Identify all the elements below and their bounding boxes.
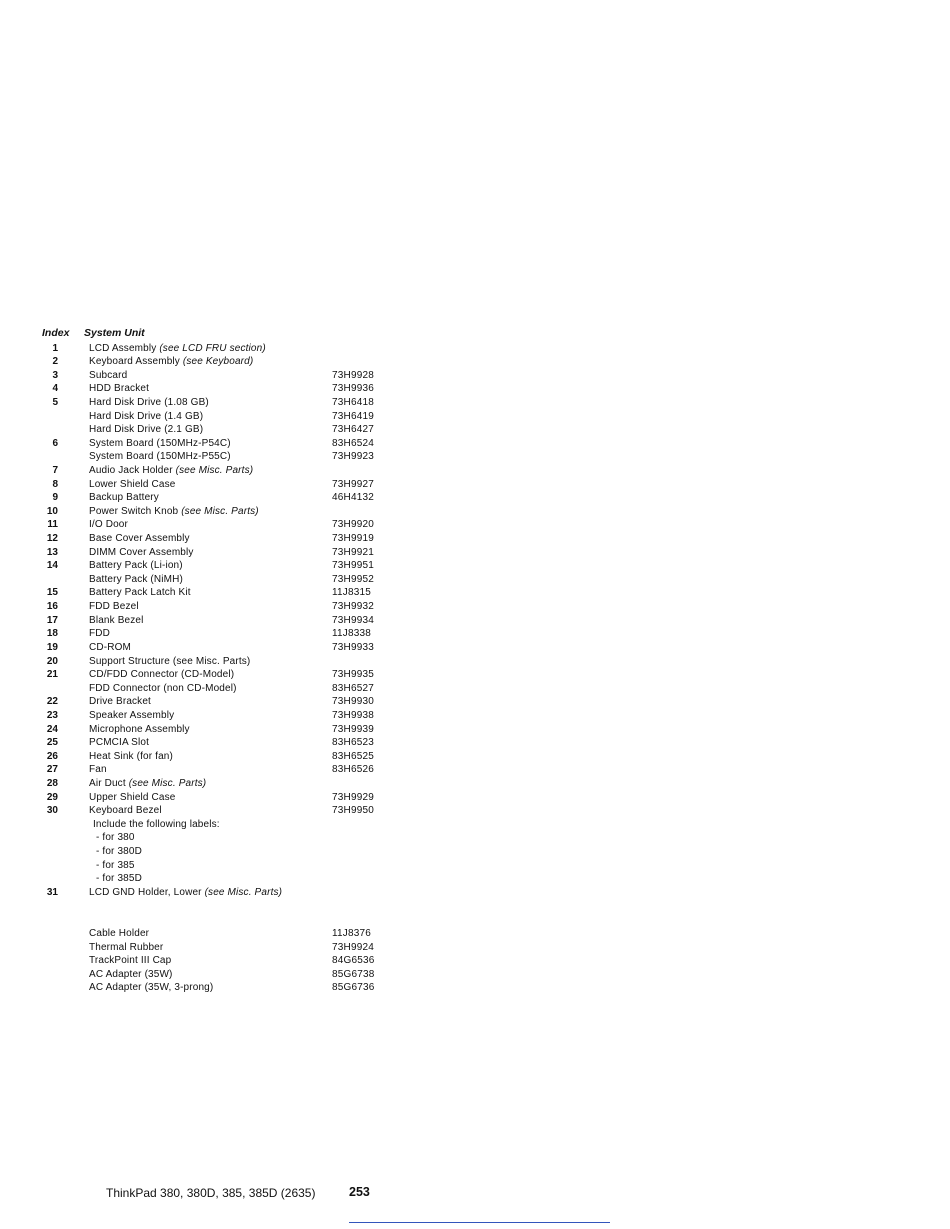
item-part-number: 73H9935 bbox=[332, 669, 374, 681]
item-index: 14 bbox=[46, 560, 58, 572]
item-part-number: 83H6526 bbox=[332, 764, 374, 776]
table-row bbox=[0, 478, 420, 492]
item-index: 31 bbox=[46, 886, 58, 898]
table-row bbox=[0, 655, 420, 669]
item-description-text: Microphone Assembly bbox=[89, 723, 190, 735]
item-description-text: TrackPoint III Cap bbox=[89, 955, 172, 967]
table-row bbox=[0, 927, 420, 941]
item-description-text: Battery Pack Latch Kit bbox=[89, 587, 191, 599]
item-part-number: 73H9950 bbox=[332, 805, 374, 817]
item-description-text: Base Cover Assembly bbox=[89, 533, 190, 545]
item-description-text: Backup Battery bbox=[89, 492, 159, 504]
item-description bbox=[89, 655, 250, 669]
item-description-text: Lower Shield Case bbox=[89, 478, 176, 490]
item-reference-note: (see Misc. Parts) bbox=[128, 778, 207, 789]
item-index: 5 bbox=[52, 396, 58, 408]
item-description bbox=[89, 777, 206, 791]
item-index: 17 bbox=[46, 614, 58, 626]
item-part-number: 73H9929 bbox=[332, 791, 374, 803]
item-index: 13 bbox=[46, 546, 58, 558]
item-part-number: 73H9930 bbox=[332, 696, 374, 708]
item-description bbox=[96, 845, 142, 859]
item-part-number: 85G6736 bbox=[332, 982, 375, 994]
item-description bbox=[89, 450, 231, 464]
table-row bbox=[0, 872, 420, 886]
item-part-number: 73H9933 bbox=[332, 641, 374, 653]
table-row bbox=[0, 600, 420, 614]
item-part-number: 73H6418 bbox=[332, 396, 374, 408]
item-description bbox=[89, 886, 282, 900]
item-description-text: - for 380D bbox=[96, 846, 142, 858]
item-index: 1 bbox=[52, 342, 58, 354]
additional-parts-list bbox=[0, 927, 420, 995]
item-description bbox=[96, 859, 135, 873]
item-index: 16 bbox=[46, 601, 58, 613]
item-description-text: AC Adapter (35W, 3-prong) bbox=[89, 982, 214, 994]
item-description-text: Blank Bezel bbox=[89, 614, 144, 626]
item-index: 7 bbox=[52, 464, 58, 476]
item-description bbox=[89, 763, 107, 777]
item-description-text: Hard Disk Drive (1.4 GB) bbox=[89, 410, 204, 422]
item-description-text: I/O Door bbox=[89, 519, 128, 531]
table-row bbox=[0, 573, 420, 587]
item-part-number: 73H9951 bbox=[332, 560, 374, 572]
item-description-text: Cable Holder bbox=[89, 928, 150, 939]
table-row bbox=[0, 369, 420, 383]
item-description-text: System Board (150MHz-P55C) bbox=[89, 451, 231, 463]
item-description bbox=[96, 872, 142, 886]
table-row bbox=[0, 845, 420, 859]
table-row bbox=[0, 682, 420, 696]
item-part-number: 11J8315 bbox=[332, 587, 372, 599]
table-row bbox=[0, 410, 420, 424]
table-row bbox=[0, 627, 420, 641]
parts-list bbox=[0, 342, 420, 900]
item-description-text: - for 385 bbox=[96, 859, 135, 871]
footer-title: ThinkPad 380, 380D, 385, 385D (2635) bbox=[106, 1186, 316, 1200]
item-description bbox=[93, 818, 220, 832]
section-title: System Unit bbox=[84, 327, 145, 339]
item-index: 29 bbox=[46, 791, 58, 803]
item-part-number: 73H9938 bbox=[332, 709, 374, 721]
item-description-text: Include the following labels: bbox=[93, 818, 220, 830]
item-description bbox=[89, 954, 171, 968]
table-row bbox=[0, 804, 420, 818]
item-description-text: Speaker Assembly bbox=[89, 709, 175, 721]
footer-rule bbox=[349, 1222, 610, 1223]
table-row bbox=[0, 491, 420, 505]
table-row bbox=[0, 518, 420, 532]
item-part-number: 73H9927 bbox=[332, 478, 374, 490]
item-description bbox=[96, 831, 135, 845]
item-part-number: 73H9923 bbox=[332, 451, 374, 463]
table-row bbox=[0, 709, 420, 723]
item-description-text: Fan bbox=[89, 764, 107, 776]
item-reference-note: (see Misc. Parts) bbox=[204, 886, 283, 898]
item-description-text: Upper Shield Case bbox=[89, 791, 176, 803]
item-description-text: Hard Disk Drive (2.1 GB) bbox=[89, 424, 204, 436]
item-description bbox=[89, 410, 203, 424]
item-description bbox=[89, 682, 237, 696]
item-description-text: - for 380 bbox=[96, 832, 135, 844]
item-description-text: - for 385D bbox=[96, 873, 142, 885]
table-row bbox=[0, 559, 420, 573]
table-row bbox=[0, 546, 420, 560]
item-description bbox=[89, 546, 194, 560]
table-row bbox=[0, 423, 420, 437]
item-index: 30 bbox=[46, 805, 58, 817]
item-index: 8 bbox=[52, 478, 58, 490]
item-description-text: FDD Connector (non CD-Model) bbox=[89, 682, 237, 694]
item-part-number: 73H9920 bbox=[332, 519, 374, 531]
item-description-text: HDD Bracket bbox=[89, 383, 149, 395]
item-reference-note: (see Keyboard) bbox=[182, 356, 254, 368]
item-description-text: Air Duct bbox=[89, 778, 129, 789]
item-description-text: Keyboard Assembly bbox=[89, 356, 183, 368]
item-index: 9 bbox=[52, 492, 58, 504]
item-part-number: 85G6738 bbox=[332, 968, 375, 980]
item-description bbox=[89, 532, 190, 546]
item-description bbox=[89, 695, 151, 709]
item-part-number: 73H9932 bbox=[332, 601, 374, 613]
item-description-text: Heat Sink (for fan) bbox=[89, 750, 173, 762]
item-index: 12 bbox=[46, 533, 58, 545]
item-description-text: AC Adapter (35W) bbox=[89, 968, 173, 980]
item-description-text: Battery Pack (NiMH) bbox=[89, 573, 183, 585]
item-index: 18 bbox=[46, 628, 58, 640]
table-row bbox=[0, 614, 420, 628]
table-row bbox=[0, 831, 420, 845]
table-row bbox=[0, 981, 420, 995]
item-part-number: 73H6419 bbox=[332, 410, 374, 422]
item-index: 28 bbox=[46, 778, 58, 789]
item-description-text: Power Switch Knob bbox=[89, 505, 182, 517]
item-index: 22 bbox=[46, 696, 58, 708]
item-part-number: 83H6524 bbox=[332, 437, 374, 449]
item-part-number: 73H9934 bbox=[332, 614, 374, 626]
item-part-number: 83H6525 bbox=[332, 750, 374, 762]
item-description-text: System Board (150MHz-P54C) bbox=[89, 437, 231, 449]
item-part-number: 73H9936 bbox=[332, 383, 374, 395]
item-part-number: 73H6427 bbox=[332, 424, 374, 436]
item-description bbox=[89, 941, 163, 955]
item-index: 20 bbox=[46, 655, 58, 667]
table-row bbox=[0, 723, 420, 737]
item-part-number: 73H9924 bbox=[332, 941, 374, 953]
item-index: 15 bbox=[46, 587, 58, 599]
item-index: 3 bbox=[52, 369, 58, 381]
table-row bbox=[0, 532, 420, 546]
item-reference-note: (see LCD FRU section) bbox=[159, 342, 266, 354]
item-index: 23 bbox=[46, 709, 58, 721]
item-description-text: Keyboard Bezel bbox=[89, 805, 162, 817]
table-row bbox=[0, 382, 420, 396]
item-description bbox=[89, 369, 127, 383]
item-description bbox=[89, 464, 253, 478]
table-row bbox=[0, 464, 420, 478]
item-index: 27 bbox=[46, 764, 58, 776]
item-description bbox=[89, 627, 110, 641]
table-row bbox=[0, 450, 420, 464]
item-description bbox=[89, 641, 131, 655]
table-row bbox=[0, 941, 420, 955]
item-description bbox=[89, 491, 159, 505]
table-row bbox=[0, 668, 420, 682]
item-description-text: PCMCIA Slot bbox=[89, 737, 149, 749]
item-description bbox=[89, 586, 191, 600]
item-description-text: Thermal Rubber bbox=[89, 941, 164, 953]
item-description bbox=[89, 614, 143, 628]
item-description-text: DIMM Cover Assembly bbox=[89, 546, 194, 558]
item-description-text: Hard Disk Drive (1.08 GB) bbox=[89, 396, 209, 408]
item-description-text: CD-ROM bbox=[89, 641, 132, 653]
item-part-number: 73H9939 bbox=[332, 723, 374, 735]
table-row bbox=[0, 791, 420, 805]
item-index: 4 bbox=[52, 383, 58, 395]
item-description bbox=[89, 750, 173, 764]
item-description bbox=[89, 804, 162, 818]
item-index: 26 bbox=[46, 750, 58, 762]
item-description bbox=[89, 573, 183, 587]
item-description bbox=[89, 423, 203, 437]
table-row bbox=[0, 396, 420, 410]
item-description-text: Battery Pack (Li-ion) bbox=[89, 560, 183, 572]
table-row bbox=[0, 437, 420, 451]
item-description bbox=[89, 968, 173, 982]
item-description bbox=[89, 355, 253, 369]
table-row bbox=[0, 777, 420, 791]
item-part-number: 73H9919 bbox=[332, 533, 374, 545]
table-row bbox=[0, 586, 420, 600]
item-description-text: LCD Assembly bbox=[89, 342, 160, 354]
table-row bbox=[0, 886, 420, 900]
item-description bbox=[89, 382, 149, 396]
table-row bbox=[0, 641, 420, 655]
item-reference-note: (see Misc. Parts) bbox=[181, 505, 259, 517]
item-description bbox=[89, 437, 231, 451]
table-row bbox=[0, 968, 420, 982]
item-index: 25 bbox=[46, 737, 58, 749]
item-description bbox=[89, 505, 259, 519]
item-description bbox=[89, 396, 209, 410]
page-number: 253 bbox=[349, 1185, 370, 1199]
item-description-text: Audio Jack Holder bbox=[89, 464, 176, 476]
item-part-number: 11J8338 bbox=[332, 628, 372, 640]
item-index: 2 bbox=[52, 356, 58, 368]
item-description-text: Subcard bbox=[89, 369, 128, 381]
item-part-number: 83H6527 bbox=[332, 682, 374, 694]
item-part-number: 84G6536 bbox=[332, 955, 375, 967]
item-index: 10 bbox=[46, 505, 58, 517]
item-index: 21 bbox=[46, 669, 58, 681]
table-row bbox=[0, 342, 420, 356]
item-description bbox=[89, 791, 176, 805]
item-description bbox=[89, 709, 174, 723]
item-description bbox=[89, 518, 128, 532]
table-row bbox=[0, 954, 420, 968]
item-part-number: 73H9952 bbox=[332, 573, 374, 585]
table-row bbox=[0, 818, 420, 832]
item-index: 11 bbox=[47, 519, 58, 531]
item-description bbox=[89, 723, 190, 737]
item-description bbox=[89, 478, 176, 492]
item-part-number: 73H9928 bbox=[332, 369, 374, 381]
item-index: 24 bbox=[46, 723, 58, 735]
item-description bbox=[89, 559, 183, 573]
table-row bbox=[0, 505, 420, 519]
item-description bbox=[89, 342, 266, 356]
table-row bbox=[0, 736, 420, 750]
table-row bbox=[0, 763, 420, 777]
item-part-number: 46H4132 bbox=[332, 492, 374, 504]
item-reference-note: (see Misc. Parts) bbox=[175, 464, 254, 476]
table-row bbox=[0, 695, 420, 709]
item-description bbox=[89, 981, 213, 995]
item-part-number: 83H6523 bbox=[332, 737, 374, 749]
item-index: 6 bbox=[52, 437, 58, 449]
item-description-text: LCD GND Holder, Lower bbox=[89, 886, 205, 898]
table-row bbox=[0, 859, 420, 873]
item-description bbox=[89, 927, 149, 941]
item-description-text: Drive Bracket bbox=[89, 696, 151, 708]
item-description bbox=[89, 600, 139, 614]
item-description-text: CD/FDD Connector (CD-Model) bbox=[89, 669, 235, 681]
table-row bbox=[0, 355, 420, 369]
table-row bbox=[0, 750, 420, 764]
item-description bbox=[89, 668, 234, 682]
item-description-text: FDD bbox=[89, 628, 111, 640]
item-part-number: 73H9921 bbox=[332, 546, 374, 558]
item-description-text: FDD Bezel bbox=[89, 601, 139, 613]
item-description bbox=[89, 736, 149, 750]
index-column-heading: Index bbox=[42, 327, 70, 339]
item-index: 19 bbox=[46, 641, 58, 653]
item-description-text: Support Structure (see Misc. Parts) bbox=[89, 655, 251, 667]
item-part-number: 11J8376 bbox=[332, 928, 372, 939]
